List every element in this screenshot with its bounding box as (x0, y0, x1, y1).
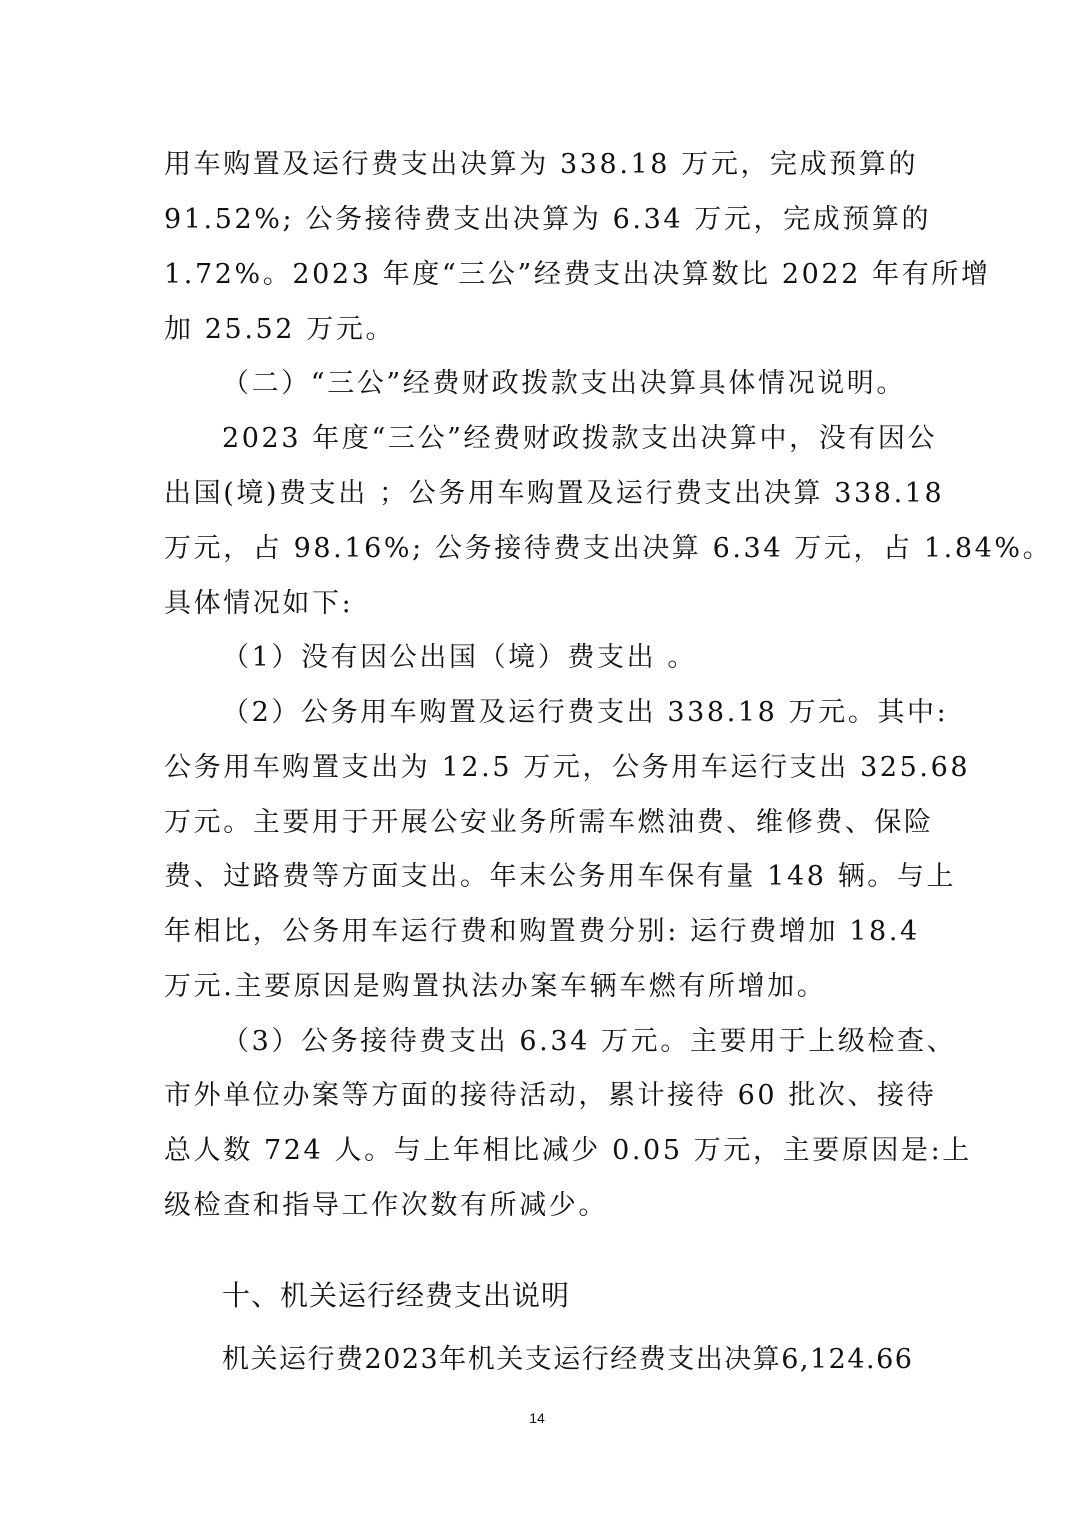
section-heading: 十、机关运行经费支出说明 (222, 1279, 571, 1312)
body-line: 万元，占 98.16%; 公务接待费支出决算 6.34 万元，占 1.84%。 (164, 533, 1053, 564)
body-line: 公务用车购置支出为 12.5 万元，公务用车运行支出 325.68 (164, 752, 971, 783)
body-line: 万元.主要原因是购置执法办案车辆车燃有所增加。 (164, 971, 827, 1002)
body-line: 级检查和指导工作次数有所减少。 (164, 1190, 608, 1221)
body-line: 机关运行费2023年机关支运行经费支出决算6,124.66 (222, 1344, 914, 1375)
body-line: （2）公务用车购置及运行费支出 338.18 万元。其中: (222, 697, 949, 728)
body-line: 加 25.52 万元。 (164, 314, 396, 345)
body-line: 费、过路费等方面支出。年末公务用车保有量 148 辆。与上 (164, 861, 957, 892)
body-line: 2023 年度“三公”经费财政拨款支出决算中，没有因公 (222, 423, 938, 454)
body-line: 年相比，公务用车运行费和购置费分别: 运行费增加 18.4 (164, 916, 920, 947)
body-line: 出国(境)费支出 ；公务用车购置及运行费支出决算 338.18 (164, 478, 945, 509)
subsection-title: （二）“三公”经费财政拨款支出决算具体情况说明。 (222, 368, 907, 399)
body-line: （1）没有因公出国（境）费支出 。 (222, 642, 697, 673)
body-line: 1.72%。2023 年度“三公”经费支出决算数比 2022 年有所增 (164, 259, 991, 290)
body-line: 具体情况如下: (164, 588, 354, 619)
body-line: 总人数 724 人。与上年相比减少 0.05 万元，主要原因是:上 (164, 1135, 972, 1166)
page-number: 14 (529, 1410, 545, 1426)
body-line: 用车购置及运行费支出决算为 338.18 万元，完成预算的 (164, 149, 919, 180)
body-line: 91.52%; 公务接待费支出决算为 6.34 万元，完成预算的 (164, 204, 932, 235)
body-line: 万元。主要用于开展公安业务所需车燃油费、维修费、保险 (164, 807, 934, 838)
body-line: （3）公务接待费支出 6.34 万元。主要用于上级检查、 (222, 1026, 957, 1057)
body-line: 市外单位办案等方面的接待活动，累计接待 60 批次、接待 (164, 1080, 937, 1111)
